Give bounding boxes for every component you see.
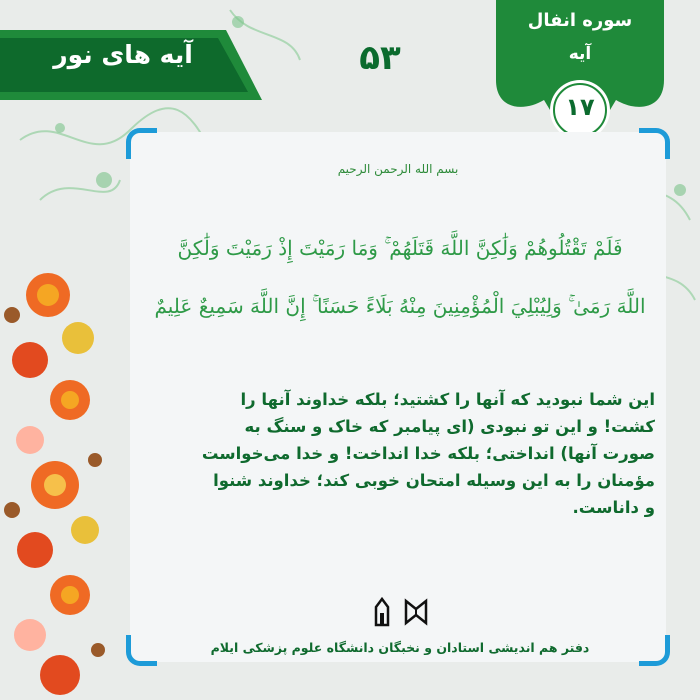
sura-title: سوره انفال: [527, 10, 633, 31]
corner-top-right: [639, 128, 670, 159]
footer-credit: دفتر هم اندیشی استادان و نخبگان دانشگاه علوم پزشکی ایلام: [210, 640, 590, 655]
page-number: ۵۳: [359, 38, 401, 78]
banner-title: آیه های نور: [53, 40, 193, 69]
verse-line-1: فَلَمْ تَقْتُلُوهُمْ وَلَٰكِنَّ اللَّهَ قَتَلَهُمْ ۚ وَمَا رَمَيْتَ إِذْ رَمَيْتَ وَلَٰكِنَّ: [177, 236, 623, 260]
university-logo-icon: [370, 595, 434, 629]
flower-border: [0, 250, 112, 700]
translation-text: این شما نبودید که آنها را کشتید؛ بلکه خداوند آنها را کشت! و این تو نبودی (ای پیامبر که خاک و سنگ به صورت آنها) انداختی؛ بلکه خدا انداخت! و خدا می‌خواست مؤمنان را به این وسیله امتحان خوبی کند؛ خداوند شنوا و داناست.: [201, 390, 655, 517]
aya-label: آیه: [568, 44, 592, 64]
aya-number: ۱۷: [565, 93, 595, 121]
verse-line-2: اللَّهَ رَمَىٰ ۚ وَلِيُبْلِيَ الْمُؤْمِنِينَ مِنْهُ بَلَاءً حَسَنًا ۚ إِنَّ اللَّهَ سَمِيعٌ عَلِيمٌ: [154, 294, 646, 318]
corner-top-left: [126, 128, 157, 159]
basmala: بسم الله الرحمن الرحیم: [337, 162, 459, 176]
